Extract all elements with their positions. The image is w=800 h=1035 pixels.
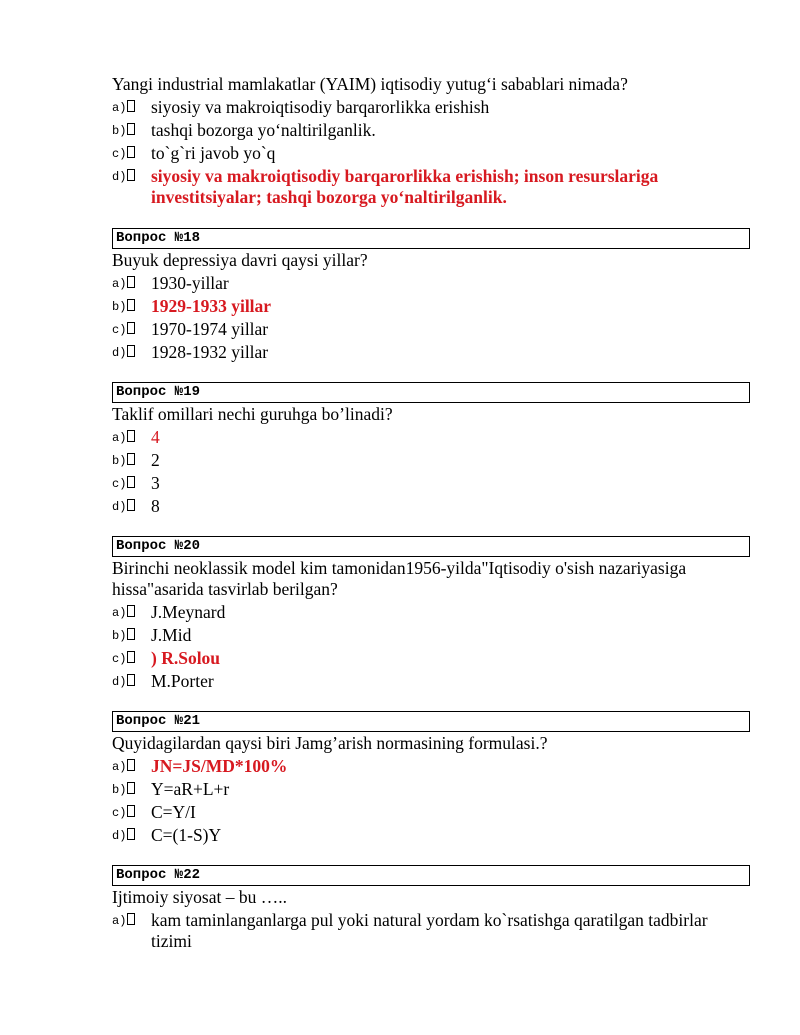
question-17-answer-b: b) tashqi bozorga yo‘naltirilganlik. <box>112 120 376 140</box>
checkbox-glyph-icon <box>127 123 135 135</box>
question-20-answer-b: b) J.Mid <box>112 625 192 645</box>
question-21-answer-b: b) Y=aR+L+r <box>112 779 230 799</box>
question-18-block <box>112 250 748 365</box>
question-17-answer-c: c) to`g`ri javob yo`q <box>112 143 276 163</box>
checkbox-glyph-icon <box>127 100 135 112</box>
checkbox-glyph-icon <box>127 345 135 357</box>
question-20-header: Вопрос №20 <box>112 536 750 557</box>
question-17-text: Yangi industrial mamlakatlar (YAIM) iqtisodiy yutug‘i sabablari nimada? <box>112 74 628 94</box>
question-21-header: Вопрос №21 <box>112 711 750 732</box>
checkbox-glyph-icon <box>127 299 135 311</box>
question-21-block <box>112 733 748 848</box>
question-18-answer-b-correct: b) 1929-1933 yillar <box>112 296 272 316</box>
question-21-answer-d: d) C=(1-S)Y <box>112 825 222 845</box>
checkbox-glyph-icon <box>127 805 135 817</box>
question-18-answer-a: a) 1930-yillar <box>112 273 229 293</box>
question-22-text: Ijtimoiy siyosat – bu ….. <box>112 887 287 907</box>
question-22-header: Вопрос №22 <box>112 865 750 886</box>
question-21-answer-c: c) C=Y/I <box>112 802 196 822</box>
question-18-answer-d: d) 1928-1932 yillar <box>112 342 269 362</box>
question-18-header: Вопрос №18 <box>112 228 750 249</box>
checkbox-glyph-icon <box>127 430 135 442</box>
checkbox-glyph-icon <box>127 759 135 771</box>
checkbox-glyph-icon <box>127 322 135 334</box>
question-19-text: Taklif omillari nechi guruhga bo’linadi? <box>112 404 393 424</box>
question-19-answer-d: d) 8 <box>112 496 160 516</box>
question-17-block <box>112 74 748 208</box>
checkbox-glyph-icon <box>127 169 135 181</box>
question-21-text: Quyidagilardan qaysi biri Jamg’arish normasining formulasi.? <box>112 733 548 753</box>
question-18-text: Buyuk depressiya davri qaysi yillar? <box>112 250 368 270</box>
checkbox-glyph-icon <box>127 276 135 288</box>
question-20-answer-d: d) M.Porter <box>112 671 214 691</box>
question-19-answer-b: b) 2 <box>112 450 160 470</box>
question-19-block <box>112 404 748 519</box>
question-19-answer-c: c) 3 <box>112 473 160 493</box>
checkbox-glyph-icon <box>127 651 135 663</box>
question-19-answer-a-correct: a) 4 <box>112 427 160 447</box>
checkbox-glyph-icon <box>127 453 135 465</box>
question-19-header: Вопрос №19 <box>112 382 750 403</box>
question-22-answer-a: a) kam taminlanganlarga pul yoki natural yordam ko`rsatishga qaratilgan tadbirlar tizimi <box>112 910 708 951</box>
question-21-answer-a-correct: a) JN=JS/MD*100% <box>112 756 288 776</box>
checkbox-glyph-icon <box>127 674 135 686</box>
question-20-block <box>112 558 748 694</box>
question-17-answer-d-correct: d) siyosiy va makroiqtisodiy barqarorlikka erishish; inson resurslariga investitsiyalar; tashqi bozorga yo‘naltirilganlik. <box>112 166 659 207</box>
question-22-block <box>112 887 748 952</box>
checkbox-glyph-icon <box>127 782 135 794</box>
checkbox-glyph-icon <box>127 913 135 925</box>
question-20-answer-a: a) J.Meynard <box>112 602 226 622</box>
question-18-answer-c: c) 1970-1974 yillar <box>112 319 269 339</box>
question-17-answer-a: a) siyosiy va makroiqtisodiy barqarorlikka erishish <box>112 97 490 117</box>
checkbox-glyph-icon <box>127 476 135 488</box>
checkbox-glyph-icon <box>127 146 135 158</box>
checkbox-glyph-icon <box>127 605 135 617</box>
question-20-answer-c-correct: c) ) R.Solou <box>112 648 221 668</box>
checkbox-glyph-icon <box>127 828 135 840</box>
checkbox-glyph-icon <box>127 499 135 511</box>
checkbox-glyph-icon <box>127 628 135 640</box>
question-20-text: Birinchi neoklassik model kim tamonidan1956-yilda"Iqtisodiy o'sish nazariyasiga hissa"asarida tasvirlab berilgan? <box>112 558 687 599</box>
